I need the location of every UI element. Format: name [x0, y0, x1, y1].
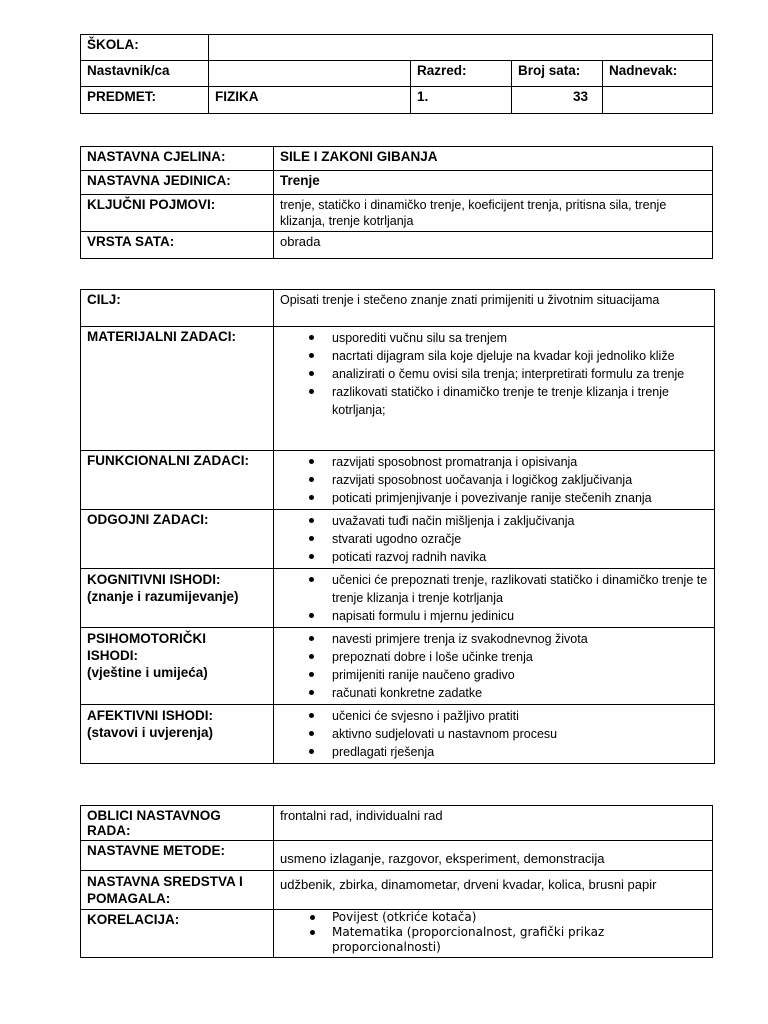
list-item: Matematika (proporcionalnost, grafički prikaz proporcionalnosti) [332, 925, 706, 955]
razred-value: 1. [411, 87, 512, 114]
nastavnik-value [209, 61, 411, 87]
psihomotoricki-list-cell [274, 628, 715, 705]
jedinica-value: Trenje [274, 171, 713, 195]
kognitivni-label: KOGNITIVNI ISHODI: (znanje i razumijevanje) [81, 569, 274, 628]
list-item: navesti primjere trenja iz svakodnevnog života [332, 630, 708, 648]
broj-sata-value: 33 [512, 87, 603, 114]
list-item: analizirati o čemu ovisi sila trenja; interpretirati formulu za trenje [332, 365, 708, 383]
korelacija-list-cell [274, 910, 713, 958]
korelacija-label: KORELACIJA: [81, 910, 274, 958]
header-table [80, 34, 713, 114]
methods-table [80, 805, 713, 958]
materijalni-list-cell [274, 327, 715, 451]
list-item: poticati primjenjivanje i povezivanje ranije stečenih znanja [332, 489, 708, 507]
oblici-label: OBLICI NASTAVNOG RADA: [81, 806, 274, 841]
cjelina-label: NASTAVNA CJELINA: [81, 147, 274, 171]
psihomotoricki-list [280, 630, 708, 702]
materijalni-list [280, 329, 708, 419]
odgojni-label: ODGOJNI ZADACI: [81, 510, 274, 569]
metode-label: NASTAVNE METODE: [81, 841, 274, 871]
cilj-value: Opisati trenje i stečeno znanje znati primijeniti u životnim situacijama [274, 290, 715, 327]
list-item: uvažavati tuđi način mišljenja i zaključivanja [332, 512, 708, 530]
list-item: učenici će svjesno i pažljivo pratiti [332, 707, 708, 725]
list-item: razvijati sposobnost uočavanja i logičkog zaključivanja [332, 471, 708, 489]
razred-label: Razred: [411, 61, 512, 87]
sredstva-value: udžbenik, zbirka, dinamometar, drveni kvadar, kolica, brusni papir [274, 871, 713, 910]
odgojni-list [280, 512, 708, 566]
predmet-value: FIZIKA [209, 87, 411, 114]
vrsta-sata-value: obrada [274, 232, 713, 259]
list-item: razlikovati statičko i dinamičko trenje te trenje klizanja i trenje kotrljanja; [332, 383, 708, 419]
list-item: aktivno sudjelovati u nastavnom procesu [332, 725, 708, 743]
list-item: Povijest (otkriće kotača) [332, 910, 706, 925]
list-item: napisati formulu i mjernu jedinicu [332, 607, 708, 625]
kognitivni-list-cell [274, 569, 715, 628]
afektivni-list-cell [274, 705, 715, 764]
list-item: primijeniti ranije naučeno gradivo [332, 666, 708, 684]
list-item: učenici će prepoznati trenje, razlikovati statičko i dinamičko trenje te trenje klizanja i trenje kotrljanja [332, 573, 708, 605]
funkcionalni-label: FUNKCIONALNI ZADACI: [81, 451, 274, 510]
afektivni-list [280, 707, 708, 761]
skola-label: ŠKOLA: [81, 35, 209, 61]
nadnevak-label: Nadnevak: [603, 61, 713, 87]
cilj-label: CILJ: [81, 290, 274, 327]
list-item: razvijati sposobnost promatranja i opisivanja [332, 453, 708, 471]
nastavnik-label: Nastavnik/ca [81, 61, 209, 87]
predmet-label: PREDMET: [81, 87, 209, 114]
goals-table [80, 289, 715, 764]
kognitivni-list [280, 571, 708, 625]
list-item: prepoznati dobre i loše učinke trenja [332, 648, 708, 666]
list-item: poticati razvoj radnih navika [332, 548, 708, 566]
korelacija-list [280, 910, 706, 955]
unit-table [80, 146, 713, 259]
pojmovi-label: KLJUČNI POJMOVI: [81, 195, 274, 232]
list-item: stvarati ugodno ozračje [332, 530, 708, 548]
sredstva-label: NASTAVNA SREDSTVA I POMAGALA: [81, 871, 274, 910]
broj-sata-label: Broj sata: [512, 61, 603, 87]
jedinica-label: NASTAVNA JEDINICA: [81, 171, 274, 195]
odgojni-list-cell [274, 510, 715, 569]
vrsta-sata-label: VRSTA SATA: [81, 232, 274, 259]
list-item: usporediti vučnu silu sa trenjem [332, 329, 708, 347]
list-item: predlagati rješenja [332, 743, 708, 761]
oblici-value: frontalni rad, individualni rad [274, 806, 713, 841]
metode-value: usmeno izlaganje, razgovor, eksperiment, demonstracija [274, 841, 713, 871]
cjelina-value: SILE I ZAKONI GIBANJA [274, 147, 713, 171]
nadnevak-value [603, 87, 713, 114]
pojmovi-value: trenje, statičko i dinamičko trenje, koeficijent trenja, pritisna sila, trenje klizanja, trenje kotrljanja [274, 195, 713, 232]
skola-value [209, 35, 713, 61]
psihomotoricki-label: PSIHOMOTORIČKI ISHODI: (vještine i umijeća) [81, 628, 274, 705]
afektivni-label: AFEKTIVNI ISHODI: (stavovi i uvjerenja) [81, 705, 274, 764]
funkcionalni-list [280, 453, 708, 507]
materijalni-label: MATERIJALNI ZADACI: [81, 327, 274, 451]
list-item: nacrtati dijagram sila koje djeluje na kvadar koji jednoliko kliže [332, 347, 708, 365]
list-item: računati konkretne zadatke [332, 684, 708, 702]
funkcionalni-list-cell [274, 451, 715, 510]
